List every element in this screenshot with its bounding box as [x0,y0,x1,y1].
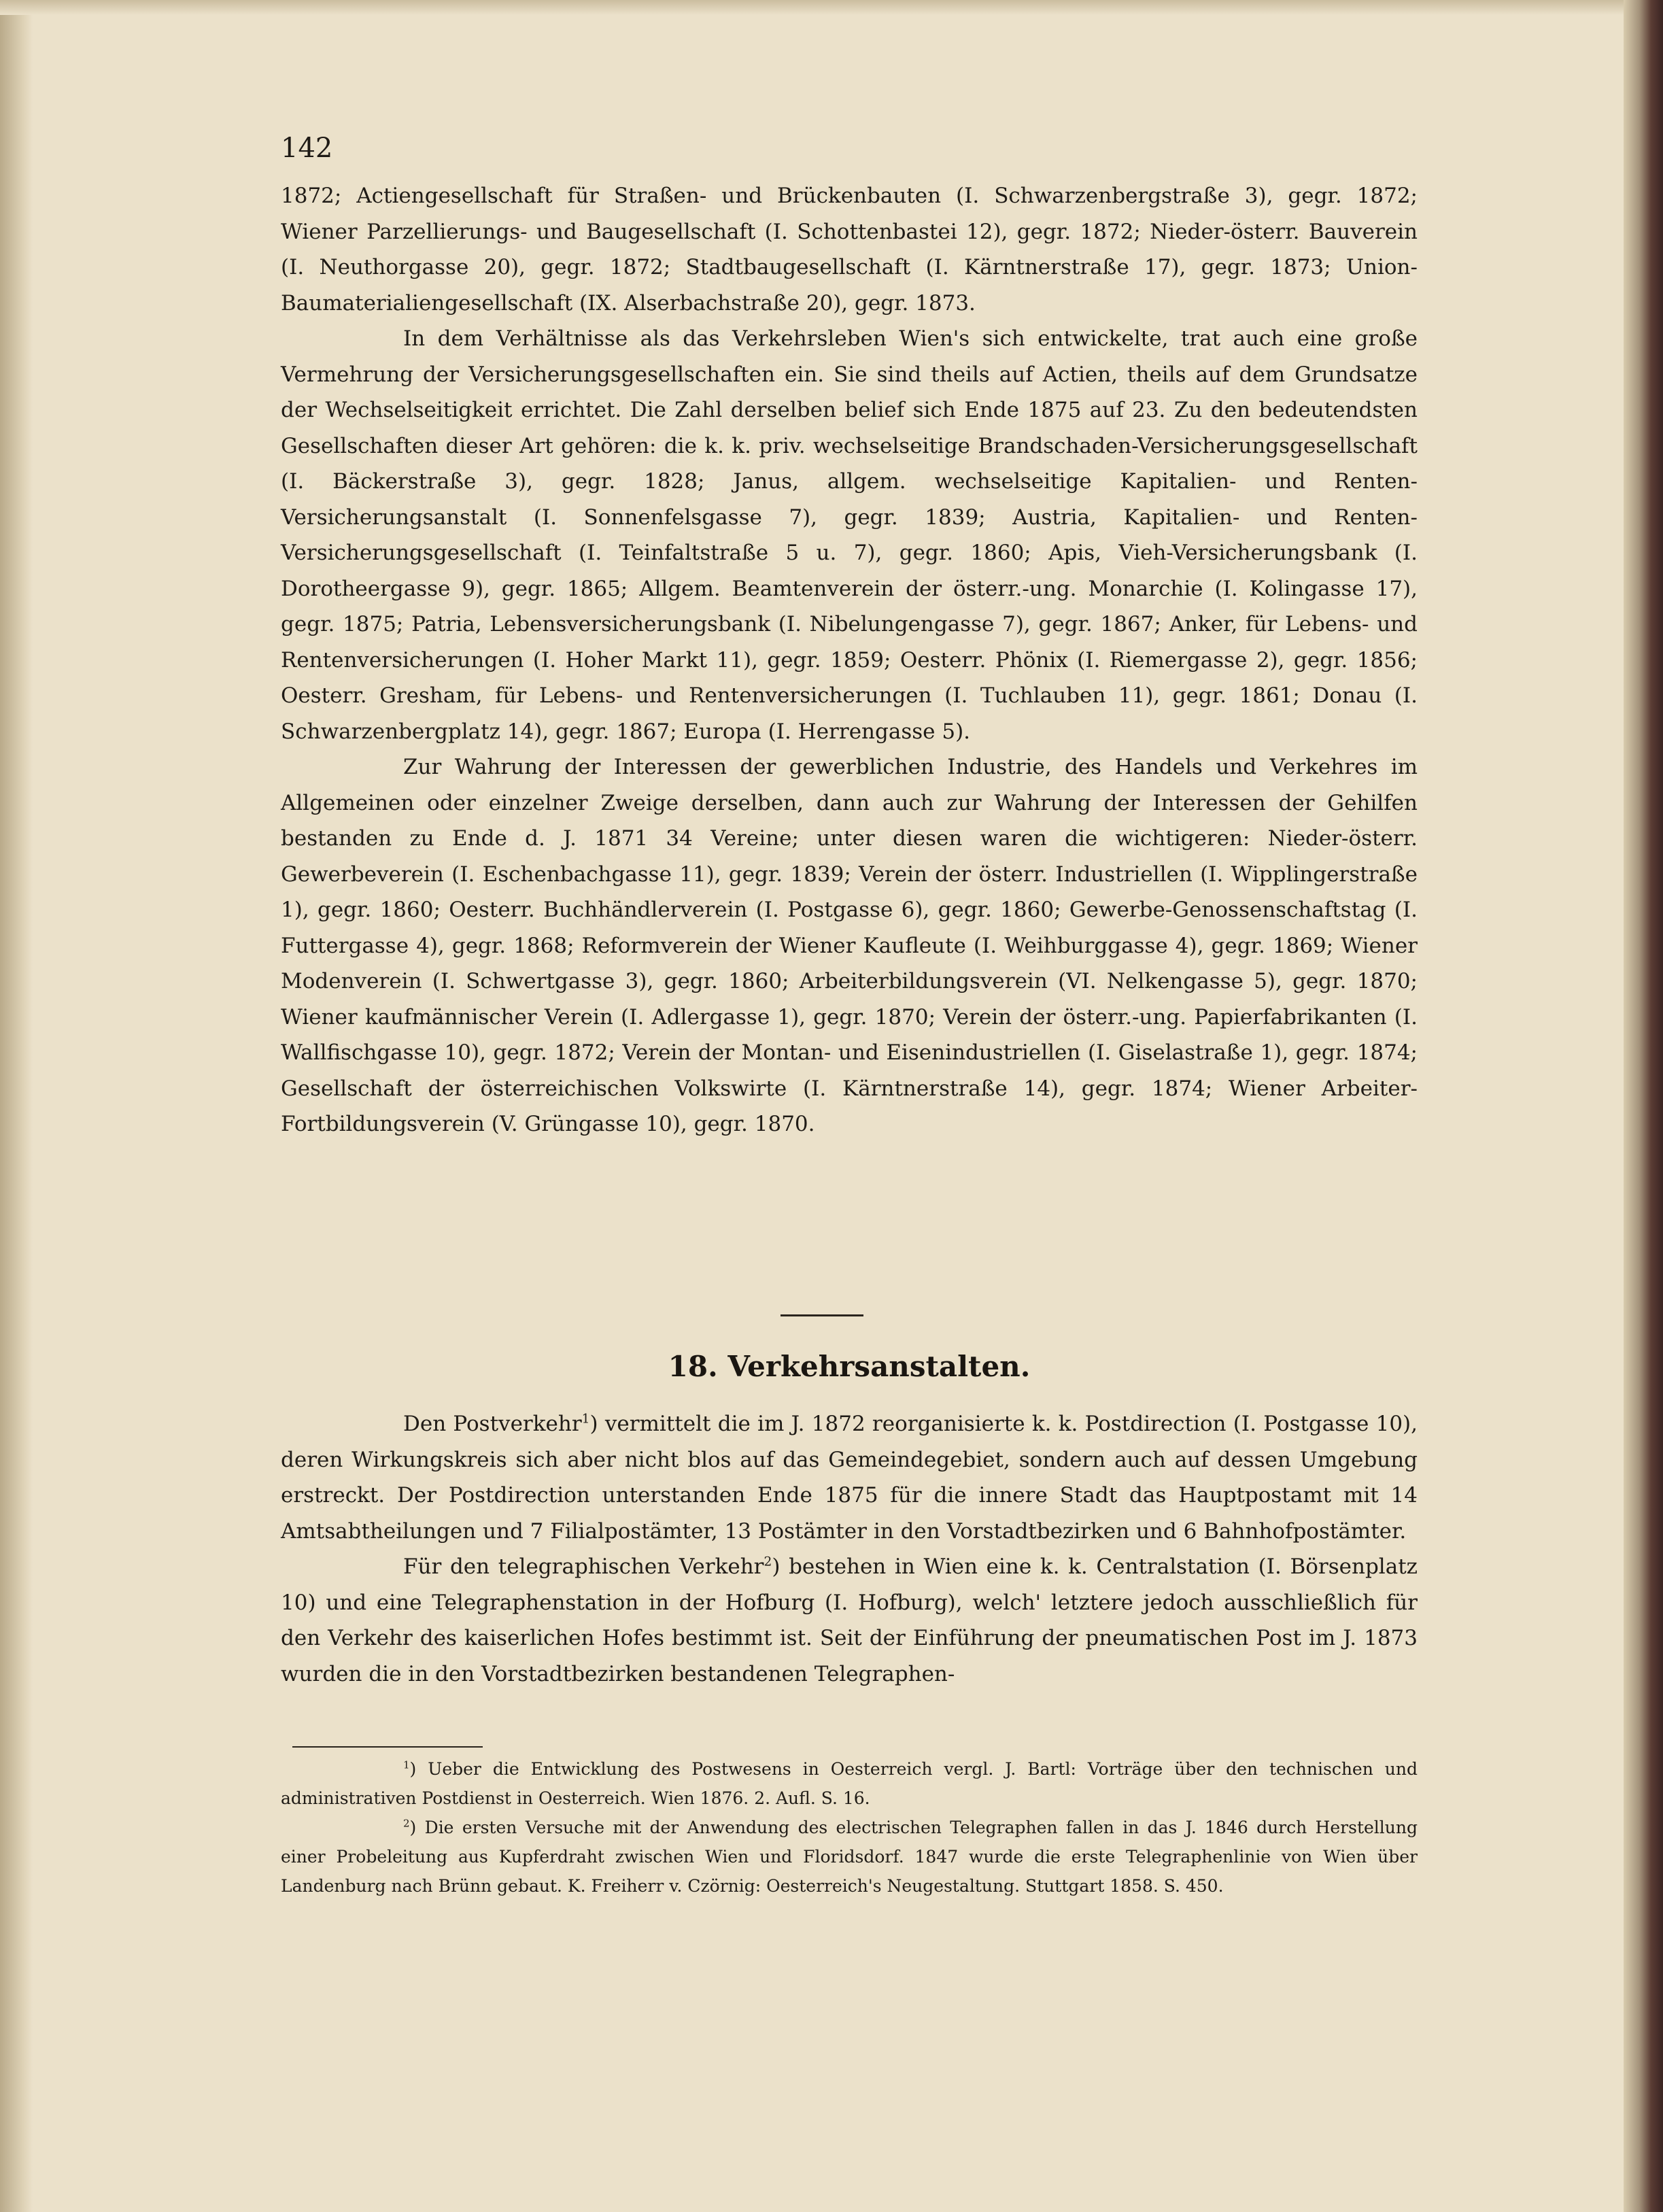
footnote-mark-2: 2 [403,1817,410,1830]
paragraph-trade-associations: Zur Wahrung der Interessen der gewerblichen Industrie, des Handels und Verkehres im Allgemeinen oder einzelner Zweige derselben, dann auch zur Wahrung der Interessen der Gehilfen bestanden zu Ende d. J. 1871 34 Vereine; unter diesen waren die wichtigeren: Nieder-österr. Gewerbeverein (I. Eschenbachgasse 11), gegr. 1839; Verein der österr. Industriellen (I. Wipplingerstraße 1), gegr. 1860; Oesterr. Buchhändlerverein (I. Postgasse 6), gegr. 1860; Gewerbe-Genossenschaftstag (I. Futtergasse 4), gegr. 1868; Reformverein der Wiener Kaufleute (I. Weihburggasse 4), gegr. 1869; Wiener Modenverein (I. Schwertgasse 3), gegr. 1860; Arbeiterbildungsverein (VI. Nelkengasse 5), gegr. 1870; Wiener kaufmännischer Verein (I. Adlergasse 1), gegr. 1870; Verein der österr.-ung. Papierfabrikanten (I. Wallfischgasse 10), gegr. 1872; Verein der Montan- und Eisenindustriellen (I. Giselastraße 1), gegr. 1874; Gesellschaft der österreichischen Volkswirte (I. Kärntnerstraße 14), gegr. 1874; Wiener Arbeiter-Fortbildungsverein (V. Grüngasse 10), gegr. 1870. [281,755,1418,1136]
paragraph-telegraph-service [281,1549,1418,1692]
footnote-mark-1: 1 [403,1758,410,1771]
footnote-ref-2: 2 [764,1554,772,1569]
footnote-divider [292,1746,483,1748]
postal-text: ) vermittelt die im J. 1872 reorganisierte k. k. Postdirection (I. Postgasse 10), deren Wirkungskreis sich aber nicht blos auf das Gemeindegebiet, sondern auch auf dessen Umgebung erstreckt. Der Postdirection unterstanden Ende 1875 für die innere Stadt das Hauptpostamt mit 14 Amtsabtheilungen und 7 Filialpostämter, 13 Postämter in den Vorstadtbezirken und 6 Bahnhofpostämter. [281,1412,1418,1544]
footnote-text-2: ) Die ersten Versuche mit der Anwendung des electrischen Telegraphen fallen in das J. 1846 durch Herstellung einer Probeleitung aus Kupferdraht zwischen Wien und Floridsdorf. 1847 wurde die erste Telegraphenlinie von Wien über Landenburg nach Brünn gebaut. K. Freiherr v. Czörnig: Oesterreich's Neugestaltung. Stuttgart 1858. S. 450. [281,1818,1418,1896]
footnote-ref-1: 1 [581,1412,590,1427]
binding-shadow [0,0,33,2212]
body-text-section-1 [281,178,1418,1142]
section-heading: 18. Verkehrsanstalten. [668,1350,1031,1383]
section-divider [781,1314,863,1316]
paragraph-continuation: 1872; Actiengesellschaft für Straßen- und Brückenbauten (I. Schwarzenbergstraße 3), gegr. 1872; Wiener Parzellierungs- und Baugesellschaft (I. Schottenbastei 12), gegr. 1872; Nieder-österr. Bauverein (I. Neuthorgasse 20), gegr. 1872; Stadtbaugesellschaft (I. Kärntnerstraße 17), gegr. 1873; Union-Baumaterialiengesellschaft (IX. Alserbachstraße 20), gegr. 1873. [281,184,1418,316]
footnotes [281,1754,1418,1901]
paragraph-insurance-companies: In dem Verhältnisse als das Verkehrsleben Wien's sich entwickelte, trat auch eine große Vermehrung der Versicherungsgesellschaften ein. Sie sind theils auf Actien, theils auf dem Grundsatze der Wechselseitigkeit errichtet. Die Zahl derselben belief sich Ende 1875 auf 23. Zu den bedeutendsten Gesellschaften dieser Art gehören: die k. k. priv. wechselseitige Brandschaden-Versicherungsgesellschaft (I. Bäckerstraße 3), gegr. 1828; Janus, allgem. wechselseitige Kapitalien- und Renten-Versicherungsanstalt (I. Sonnenfelsgasse 7), gegr. 1839; Austria, Kapitalien- und Renten-Versicherungsgesellschaft (I. Teinfaltstraße 5 u. 7), gegr. 1860; Apis, Vieh-Versicherungsbank (I. Dorotheergasse 9), gegr. 1865; Allgem. Beamtenverein der österr.-ung. Monarchie (I. Kolingasse 17), gegr. 1875; Patria, Lebensversicherungsbank (I. Nibelungengasse 7), gegr. 1867; Anker, für Lebens- und Rentenversicherungen (I. Hoher Markt 11), gegr. 1859; Oesterr. Phönix (I. Riemergasse 2), gegr. 1856; Oesterr. Gresham, für Lebens- und Rentenversicherungen (I. Tuchlauben 11), gegr. 1861; Donau (I. Schwarzenbergplatz 14), gegr. 1867; Europa (I. Herrengasse 5). [281,326,1418,744]
telegraph-lead: Für den telegraphischen Verkehr [403,1554,764,1579]
book-cover-edge [1624,0,1663,2212]
page-number: 142 [281,133,333,164]
postal-lead: Den Postverkehr [403,1412,582,1436]
telegraph-text: ) bestehen in Wien eine k. k. Centralstation (I. Börsenplatz 10) und eine Telegraphenstation in der Hofburg (I. Hofburg), welch' letztere jedoch ausschließlich für den Verkehr des kaiserlichen Hofes bestimmt ist. Seit der Einführung der pneumatischen Post im J. 1873 wurden die in den Vorstadtbezirken bestandenen Telegraphen- [281,1554,1418,1686]
body-text-section-18 [281,1406,1418,1692]
paragraph-postal-service [281,1406,1418,1549]
footnote-text-1: ) Ueber die Entwicklung des Postwesens in Oesterreich vergl. J. Bartl: Vorträge über den technischen und administrativen Postdienst in Oesterreich. Wien 1876. 2. Aufl. S. 16. [281,1759,1418,1808]
footnote-1 [281,1754,1418,1813]
footnote-2 [281,1813,1418,1901]
top-page-edge [0,0,1663,15]
